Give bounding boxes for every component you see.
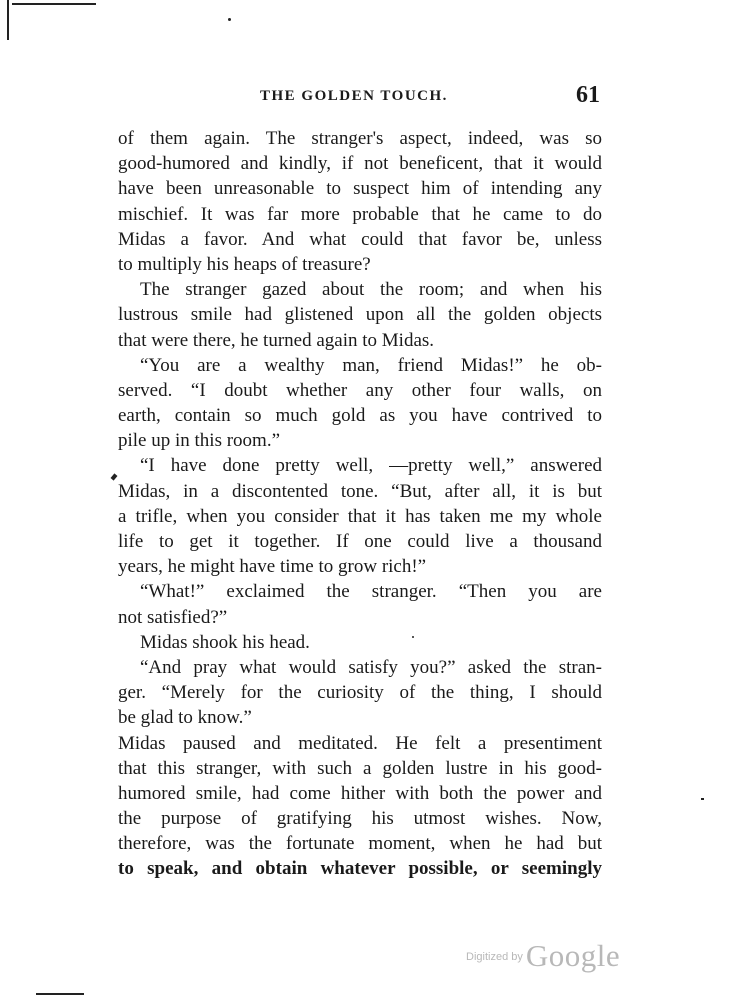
text-line: to multiply his heaps of treasure? [118,253,371,275]
text-line: humored smile, had come hither with both the power and [118,782,602,804]
text-line: of them again. The stranger's aspect, indeed, was so [118,128,602,149]
page-header [120,82,600,118]
page-number: 61 [576,82,600,108]
text-line: not satisfied?” [118,606,228,628]
body-text [118,126,602,882]
text-line: The stranger gazed about the room; and when his [140,279,602,301]
text-line: years, he might have time to grow rich!” [118,556,427,578]
text-line: Midas a favor. And what could that favor be, unless [118,228,602,250]
text-line: “What!” exclaimed the stranger. “Then you are [140,581,602,603]
text-line: Midas, in a discontented tone. “But, after all, it is but [118,480,602,502]
text-line: Midas paused and meditated. He felt a presentiment [118,732,602,754]
text-line: that were there, he turned again to Midas. [118,329,435,351]
text-line: Midas shook his head. [140,631,310,653]
text-line: mischief. It was far more probable that he came to do [118,203,602,225]
running-title: THE GOLDEN TOUCH. [260,88,448,104]
text-line: “And pray what would satisfy you?” asked the stran- [140,656,602,678]
watermark-brand: Google [525,938,621,973]
scan-mark-horizontal [12,3,96,5]
text-line: good-humored and kindly, if not beneficent, that it would [118,153,602,175]
text-line: the purpose of gratifying his utmost wishes. Now, [118,808,602,830]
text-line: earth, contain so much gold as you have contrived to [118,405,602,427]
scan-mark-vertical [7,0,9,40]
text-line: served. “I doubt whether any other four walls, on [118,379,602,401]
margin-speck [412,636,414,638]
text-line: have been unreasonable to suspect him of intending any [118,178,602,200]
scan-dot [228,18,231,21]
watermark-small-text: Digitized by [466,951,523,963]
text-line: lustrous smile had glistened upon all the golden objects [118,304,602,326]
digitized-watermark [466,938,620,974]
text-line: that this stranger, with such a golden lustre in his good- [118,757,602,779]
text-line: “I have done pretty well, —pretty well,” answered [140,455,602,477]
text-line: “You are a wealthy man, friend Midas!” he ob- [140,354,602,376]
text-line: ger. “Merely for the curiosity of the thing, I should [118,682,602,704]
text-line: life to get it together. If one could live a thousand [118,531,602,552]
text-line: be glad to know.” [118,707,252,729]
margin-speck [111,473,118,480]
text-line: therefore, was the fortunate moment, when he had but [118,833,602,855]
margin-speck [701,798,704,800]
text-line: to speak, and obtain whatever possible, or seemingly [118,858,602,880]
scan-mark-bottom [36,993,84,995]
text-line: pile up in this room.” [118,430,281,452]
text-line: a trifle, when you consider that it has taken me my whole [118,505,602,527]
